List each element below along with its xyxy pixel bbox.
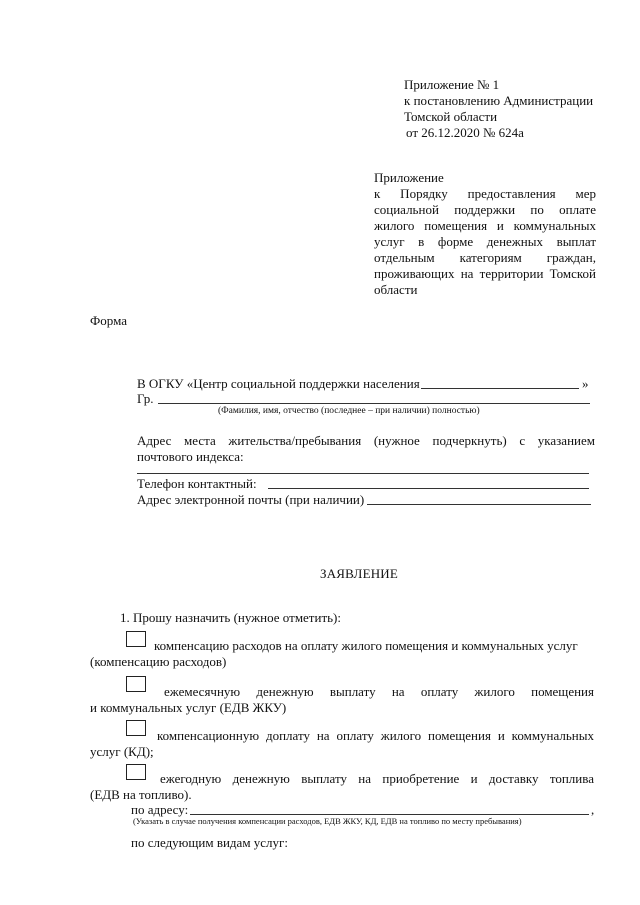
appendix-line-3: социальной поддержки по оплате [374, 202, 596, 217]
address-label-line-2: почтового индекса: [137, 449, 244, 464]
appendix-line-2: к Порядку предоставления мер [374, 186, 596, 201]
appendix-line-8: области [374, 282, 418, 297]
option-kd [90, 728, 594, 760]
form-label: Форма [90, 313, 127, 328]
addressee-quote-close: » [582, 376, 589, 391]
citizen-name-field[interactable] [158, 403, 590, 404]
option-compensation-line-1: компенсацию расходов на оплату жилого помещения и коммунальных услуг [154, 638, 578, 653]
option-compensation-line-2: (компенсацию расходов) [90, 654, 227, 669]
appendix-line-6: отдельным категориям граждан, [374, 250, 596, 265]
appendix-line-7: проживающих на территории Томской [374, 266, 596, 281]
approval-block [404, 77, 593, 141]
appendix-line-1: Приложение [374, 170, 444, 185]
option-edv-zhku-line-1: ежемесячную денежную выплату на оплату жилого помещения [164, 684, 594, 699]
service-address-field[interactable] [190, 814, 589, 815]
option-edv-fuel-line-2: (ЕДВ на топливо). [90, 787, 192, 802]
address-hint: (Указать в случае получения компенсации расходов, ЕДВ ЖКУ, КД, ЕДВ на топливо по месту пребывания) [133, 816, 522, 826]
option-compensation [90, 638, 594, 670]
option-kd-line-1: компенсационную доплату на оплату жилого помещения и коммунальных [157, 728, 594, 743]
address-field[interactable] [137, 473, 589, 474]
approval-line-1: Приложение № 1 [404, 77, 500, 92]
option-edv-fuel-line-1: ежегодную денежную выплату на приобретение и доставку топлива [160, 771, 594, 786]
email-label: Адрес электронной почты (при наличии) [137, 492, 365, 507]
fio-hint: (Фамилия, имя, отчество (последнее – при наличии) полностью) [218, 406, 480, 416]
appendix-line-4: жилого помещения и коммунальных [374, 218, 596, 233]
option-edv-zhku [90, 684, 594, 716]
center-name-field[interactable] [421, 388, 579, 389]
services-label: по следующим видам услуг: [131, 835, 288, 850]
addressee-to: В ОГКУ «Центр социальной поддержки населения [137, 376, 420, 391]
address-comma: , [591, 802, 595, 817]
email-field[interactable] [367, 504, 591, 505]
approval-line-3: Томской области [404, 109, 498, 124]
appendix-block [374, 170, 596, 298]
approval-line-2: к постановлению Администрации [404, 93, 594, 108]
option-kd-line-2: услуг (КД); [90, 744, 154, 759]
address-block [137, 433, 595, 465]
approval-line-4: от 26.12.2020 № 624а [406, 125, 524, 140]
citizen-label: Гр. [137, 391, 154, 406]
option-edv-fuel [90, 771, 594, 803]
address-label: по адресу: [131, 802, 189, 817]
phone-label: Телефон контактный: [137, 476, 257, 491]
phone-field[interactable] [268, 488, 589, 489]
document-title: ЗАЯВЛЕНИЕ [320, 566, 399, 581]
request-intro: 1. Прошу назначить (нужное отметить): [120, 610, 341, 625]
address-label-line-1: Адрес места жительства/пребывания (нужное подчеркнуть) с указанием [137, 433, 595, 448]
appendix-line-5: услуг в форме денежных выплат [374, 234, 596, 249]
option-edv-zhku-line-2: и коммунальных услуг (ЕДВ ЖКУ) [90, 700, 287, 715]
